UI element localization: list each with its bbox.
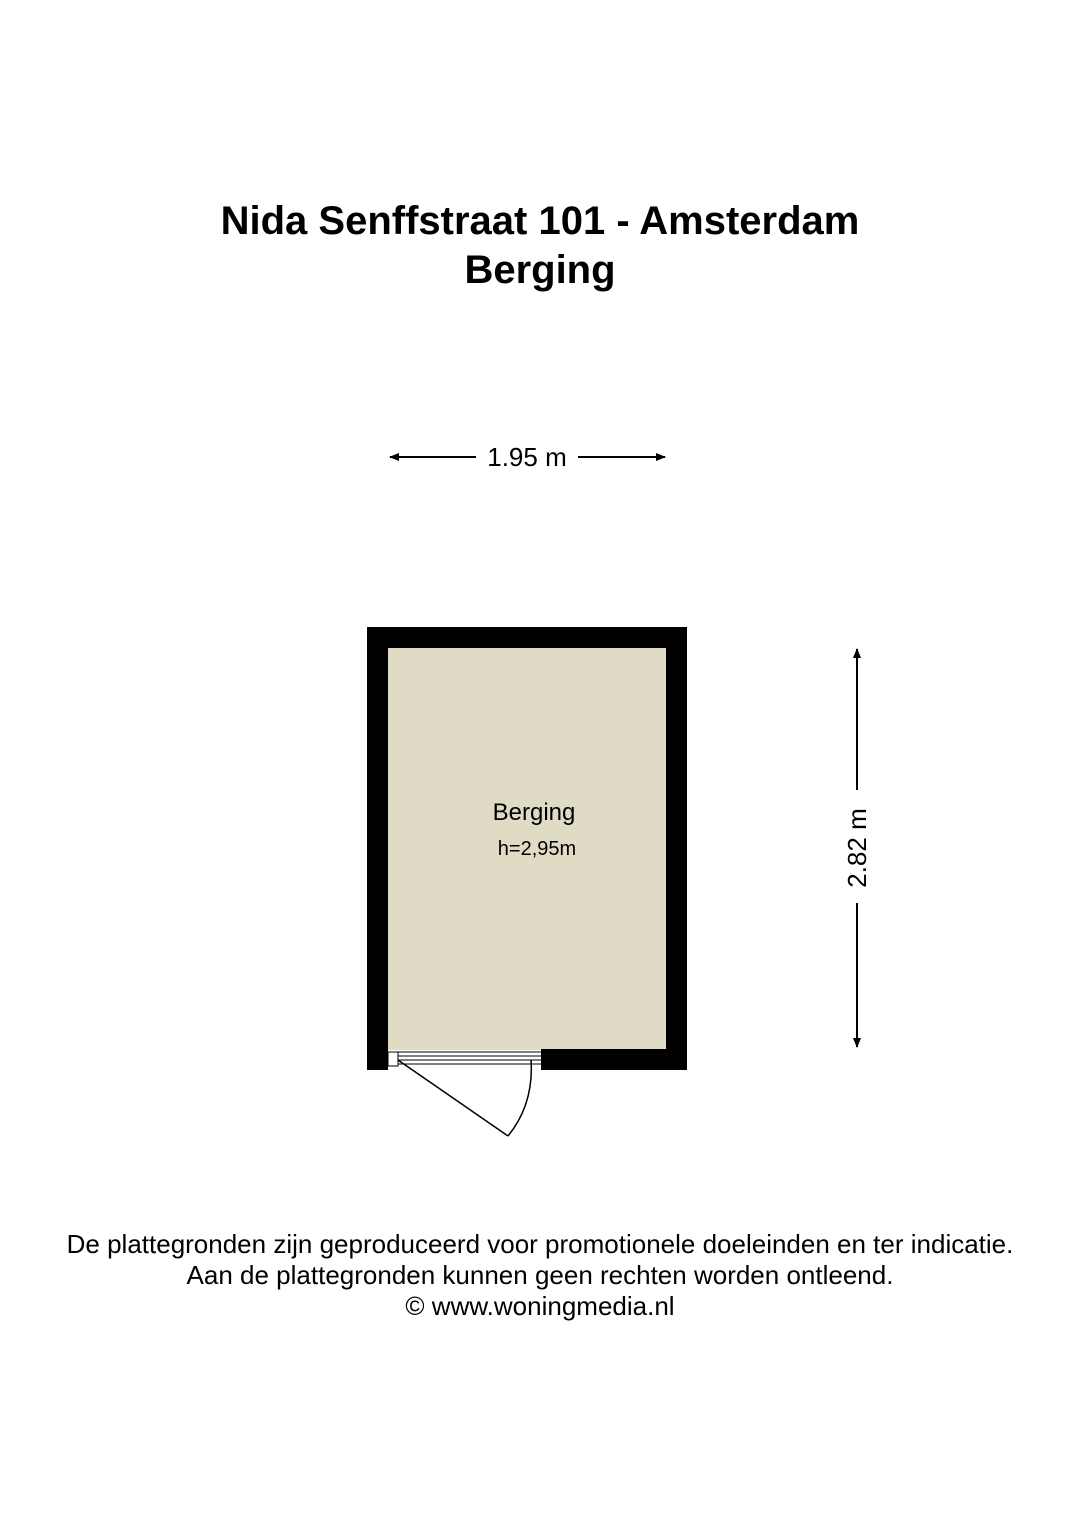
door-jamb	[388, 1052, 398, 1066]
wall-top	[367, 627, 687, 648]
wall-left	[367, 627, 388, 1070]
door-leaf	[398, 1060, 508, 1136]
room-name: Berging	[492, 799, 576, 826]
door-swing-arc	[508, 1060, 531, 1136]
depth-dimension	[842, 649, 872, 1047]
disclaimer-line: De plattegronden zijn geproduceerd voor promotionele doeleinden en ter indicatie.	[66, 1229, 1014, 1259]
room-height: h=2,95m	[497, 838, 577, 860]
depth-label: 2.82 m	[842, 808, 872, 888]
copyright-line: © www.woningmedia.nl	[405, 1291, 675, 1321]
width-dimension	[390, 442, 665, 472]
disclaimer-line: Aan de plattegronden kunnen geen rechten worden ontleend.	[186, 1260, 894, 1290]
floor-subtitle: Berging	[464, 248, 616, 292]
page-title: Nida Senffstraat 101 - Amsterdam	[220, 199, 860, 243]
door	[388, 1052, 541, 1136]
wall-bottom-right	[541, 1049, 687, 1070]
wall-right	[666, 627, 687, 1070]
width-label: 1.95 m	[487, 442, 567, 472]
